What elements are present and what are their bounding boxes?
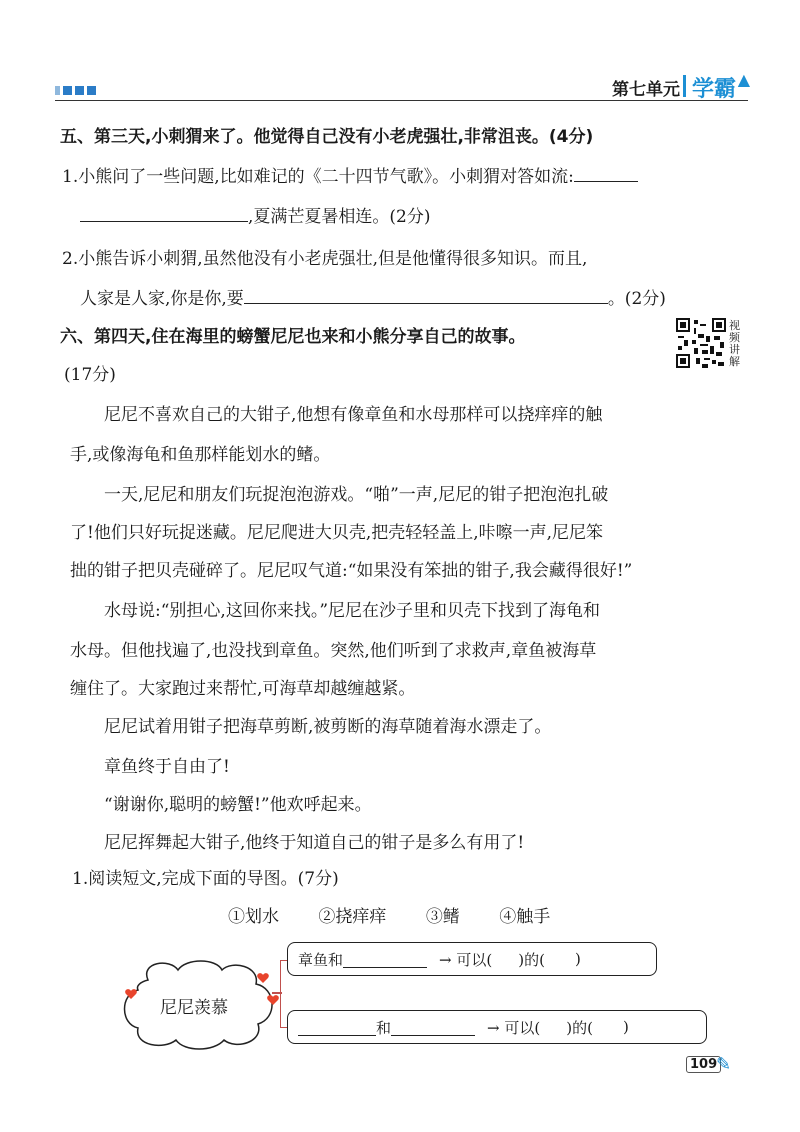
passage-line: 尼尼挥舞起大钳子,他终于知道自己的钳子是多么有用了! — [104, 833, 525, 853]
box-text: → 可以( — [487, 1018, 541, 1037]
section6-title: 六、第四天,住在海里的螃蟹尼尼也来和小熊分享自己的故事。 — [60, 327, 526, 347]
section5-q2-line1: 2.小熊告诉小刺猬,虽然他没有小老虎强壮,但是他懂得很多知识。而且, — [62, 249, 588, 269]
option-item: ②挠痒痒 — [318, 907, 387, 927]
passage-line: 拙的钳子把贝壳碰碎了。尼尼叹气道:“如果没有笨拙的钳子,我会藏得很好!” — [70, 561, 633, 581]
map-box-2 — [287, 1010, 707, 1044]
answer-blank[interactable] — [298, 1019, 376, 1036]
option-item: ①划水 — [228, 907, 279, 927]
graduation-cap-icon: ▲ — [737, 70, 750, 89]
answer-blank[interactable] — [80, 205, 248, 222]
passage-line: 手,或像海龟和鱼那样能划水的鳍。 — [70, 445, 331, 465]
brand-logo: 学霸 — [691, 77, 736, 102]
option-item: ④触手 — [499, 907, 551, 927]
cloud-label: 尼尼羡慕 — [160, 998, 228, 1018]
box-text: → 可以( — [439, 950, 493, 969]
pencil-icon: ✎ — [716, 1054, 732, 1075]
option-list — [228, 902, 584, 927]
passage-line: “谢谢你,聪明的螃蟹!”他欢呼起来。 — [104, 795, 372, 815]
unit-label: 第七单元 — [612, 80, 680, 100]
passage-line: 缠住了。大家跑过来帮忙,可海草却越缠越紧。 — [70, 679, 416, 699]
box-text: )的( — [566, 1018, 593, 1037]
qr-code-icon[interactable] — [676, 318, 726, 368]
section5-q1-text2: ,夏满芒夏暑相连。(2分) — [248, 207, 431, 227]
box-text: 和 — [376, 1018, 392, 1037]
answer-blank[interactable] — [574, 165, 638, 182]
section6-q1: 1.阅读短文,完成下面的导图。(7分) — [72, 869, 339, 889]
map-box-1 — [287, 942, 657, 976]
map-bracket-stem — [272, 992, 282, 994]
answer-blank[interactable] — [244, 287, 608, 304]
option-item: ③鳍 — [425, 907, 460, 927]
section5-q2-line2 — [80, 284, 666, 309]
passage-line: 了!他们只好玩捉迷藏。尼尼爬进大贝壳,把壳轻轻盖上,咔嚓一声,尼尼笨 — [70, 523, 604, 543]
box-text: )的( — [518, 950, 545, 969]
answer-blank[interactable] — [343, 951, 427, 968]
section5-q2-text: 人家是人家,你是你,要 — [80, 289, 244, 309]
box-text: ) — [622, 1018, 629, 1036]
section5-q1-text: 1.小熊问了一些问题,比如难记的《二十四节气歌》。小刺猬对答如流: — [62, 167, 574, 187]
brand-divider — [683, 75, 686, 97]
answer-blank[interactable] — [391, 1019, 475, 1036]
qr-label: 视频讲解 — [729, 319, 740, 368]
section6-score: (17分) — [64, 365, 116, 385]
passage-line: 章鱼终于自由了! — [104, 757, 230, 777]
page-number: 109 — [686, 1056, 721, 1073]
box-text: 章鱼和 — [298, 950, 344, 969]
passage-line: 水母。但他找遍了,也没找到章鱼。突然,他们听到了求救声,章鱼被海草 — [70, 641, 597, 661]
header-divider — [55, 100, 748, 101]
passage-line: 一天,尼尼和朋友们玩捉泡泡游戏。“啪”一声,尼尼的钳子把泡泡扎破 — [104, 485, 609, 505]
passage-line: 水母说:“别担心,这回你来找。”尼尼在沙子里和贝壳下找到了海龟和 — [104, 601, 601, 621]
section5-q1-line1 — [62, 162, 638, 187]
section5-title: 五、第三天,小刺猬来了。他觉得自己没有小老虎强壮,非常沮丧。(4分) — [60, 127, 594, 147]
section5-q2-score: 。(2分) — [607, 289, 666, 309]
header-decoration — [55, 86, 96, 95]
section5-q1-line2 — [80, 202, 430, 227]
passage-line: 尼尼试着用钳子把海草剪断,被剪断的海草随着海水漂走了。 — [104, 717, 552, 737]
box-text: ) — [574, 950, 581, 968]
passage-line: 尼尼不喜欢自己的大钳子,他想有像章鱼和水母那样可以挠痒痒的触 — [104, 405, 603, 425]
